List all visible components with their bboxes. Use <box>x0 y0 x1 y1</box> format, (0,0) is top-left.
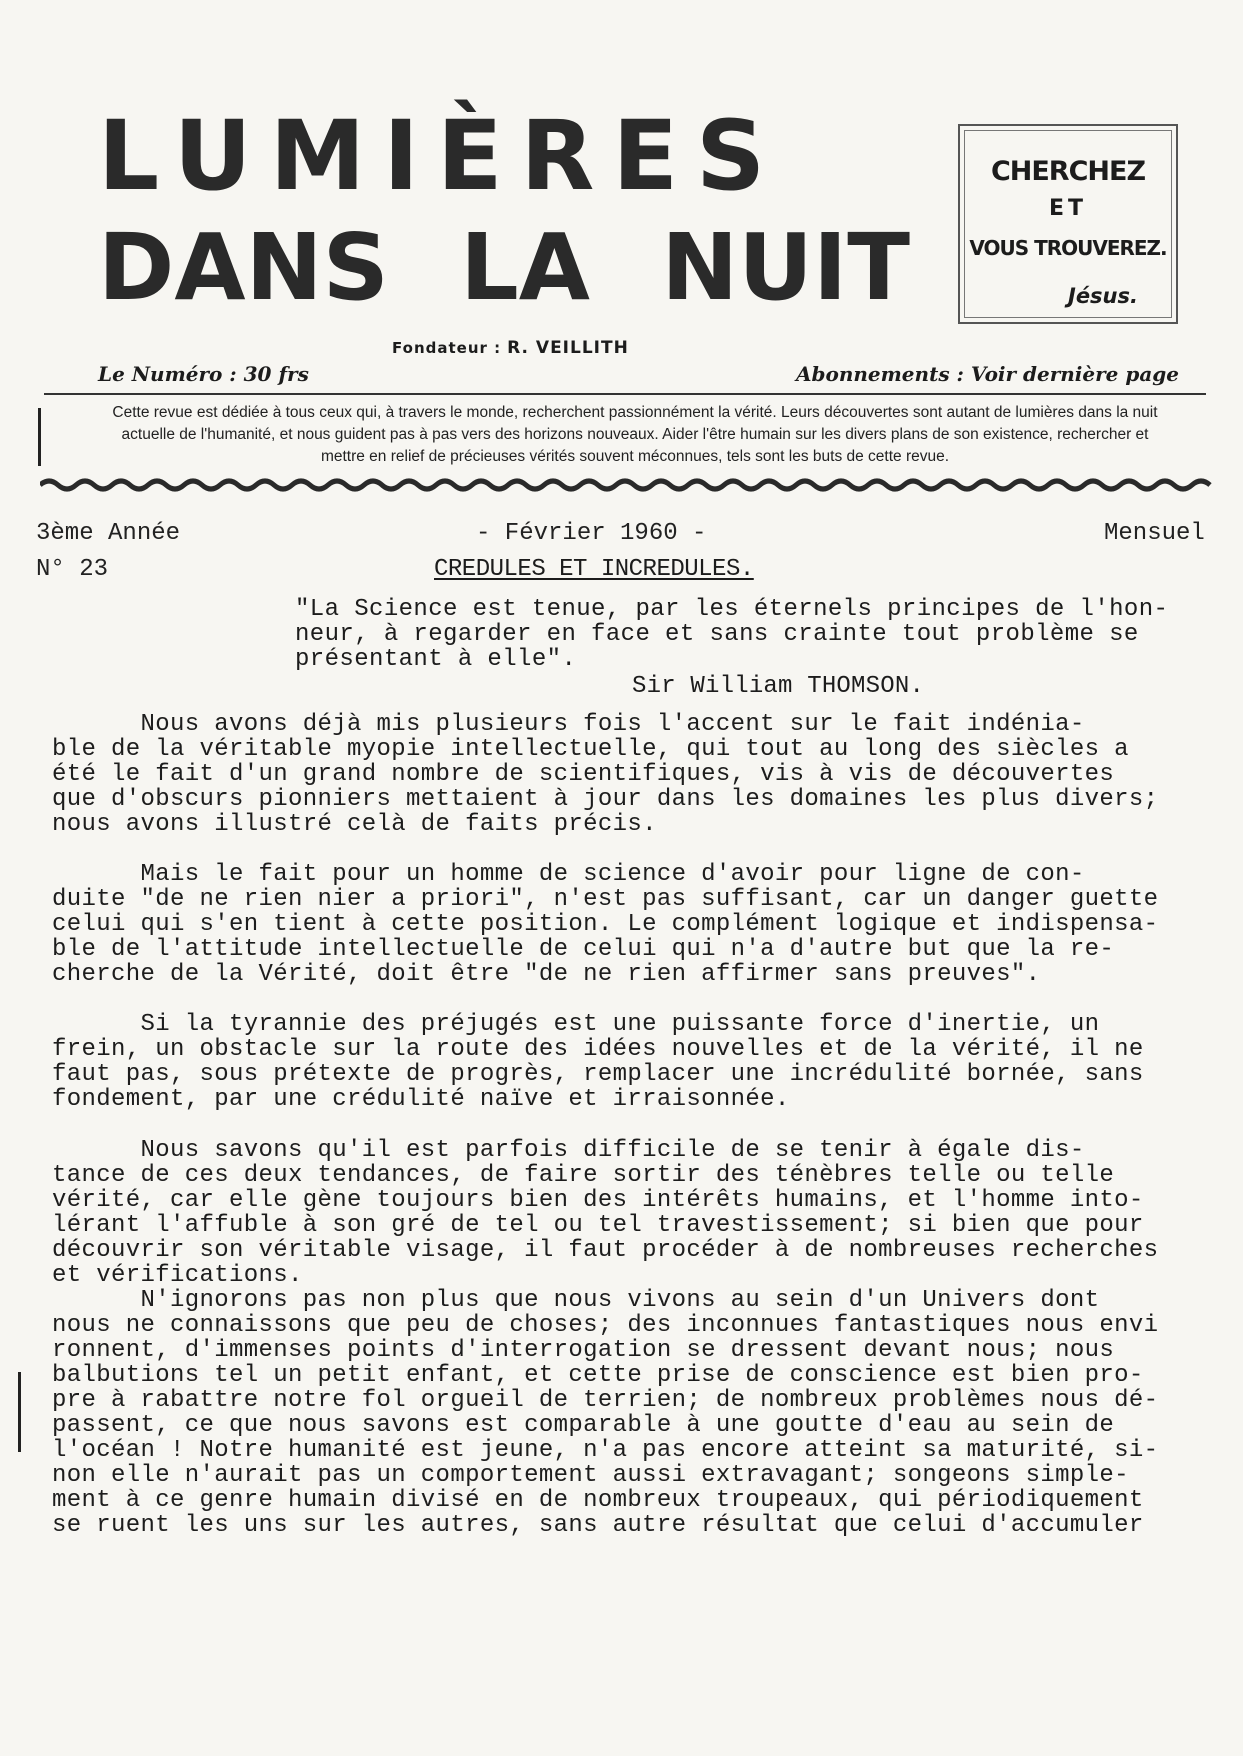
wavy-divider <box>40 476 1212 494</box>
masthead-title-line2: DANS LA NUIT <box>98 214 910 321</box>
motto-attribution: Jésus. <box>1068 284 1138 308</box>
issue-price: Le Numéro : 30 frs <box>98 362 309 386</box>
founder-label: Fondateur : <box>392 339 502 357</box>
paragraph-5: N'ignorons pas non plus que nous vivons au sein d'un Univers dont nous ne connaissons que peu de choses; des inconnues fantastiques nous envi ronnent, d'immenses points d'interrogation se dressent devant nous; nous balbutions tel un petit enfant, et cette prise de conscience est bien pro- pre à rabattre notre fol orgueil de terrien; de nombreux problèmes nous dé- passent, ce que nous savons est comparable à une goutte d'eau au sein de l'océan ! Notre humanité est jeune, n'a pas encore atteint sa maturité, si- non elle n'aurait pas un comportement aussi extravagant; songeons simple- ment à ce genre humain divisé en de nombreux troupeaux, qui périodiquement se ruent les uns sur les autres, sans autre résultat que celui d'accumuler <box>52 1287 1159 1539</box>
article-title: CREDULES ET INCREDULES. <box>434 556 754 583</box>
epigraph: "La Science est tenue, par les éternels principes de l'hon- neur, à regarder en face et sans crainte tout problème se présentant à elle". <box>295 596 1169 673</box>
subscriptions-note: Abonnements : Voir dernière page <box>796 362 1179 386</box>
masthead-title-line1: LUMIÈRES <box>98 100 784 212</box>
motto-box <box>958 124 1178 324</box>
margin-mark <box>38 408 41 466</box>
header-rule <box>44 393 1206 395</box>
paragraph-2: Mais le fait pour un homme de science d'avoir pour ligne de con- duite "de ne rien nier a priori", n'est pas suffisant, car un danger guette celui qui s'en tient à cette position. Le complément logique et indispensa- ble de l'attitude intellectuelle de celui qui n'a d'autre but que la re- cherche de la Vérité, doit être "de ne rien affirmer sans preuves". <box>52 861 1159 988</box>
issue-year: 3ème Année <box>36 520 181 547</box>
founder <box>392 338 629 358</box>
issue-number: N° 23 <box>36 556 109 583</box>
issue-date: - Février 1960 - <box>476 520 707 547</box>
motto-line2: ET <box>1048 196 1088 221</box>
margin-bar <box>18 1372 21 1452</box>
issue-frequency: Mensuel <box>1104 520 1205 547</box>
founder-name: R. VEILLITH <box>507 338 629 358</box>
paragraph-1: Nous avons déjà mis plusieurs fois l'accent sur le fait indénia- ble de la véritable myopie intellectuelle, qui tout au long des siècles a été le fait d'un grand nombre de scientifiques, vis à vis de découvertes que d'obscurs pionniers mettaient à jour dans les domaines les plus divers; nous avons illustré celà de faits précis. <box>52 711 1159 838</box>
paragraph-4: Nous savons qu'il est parfois difficile de se tenir à égale dis- tance de ces deux tendances, de faire sortir des ténèbres telle ou telle vérité, car elle gène toujours bien des intérêts humains, et l'homme into- lérant l'affuble à son gré de tel ou tel travestissement; si bien que pour découvrir son véritable visage, il faut procéder à de nombreuses recherches et vérifications. <box>52 1137 1159 1289</box>
motto-line3: VOUS TROUVEREZ. <box>969 236 1167 260</box>
motto-line1: CHERCHEZ <box>990 156 1146 187</box>
paragraph-3: Si la tyrannie des préjugés est une puissante force d'inertie, un frein, un obstacle sur la route des idées nouvelles et de la vérité, il ne faut pas, sous prétexte de progrès, remplacer une incrédulité bornée, sans fondement, par une crédulité naïve et irraisonnée. <box>52 1011 1144 1113</box>
mission-statement: Cette revue est dédiée à tous ceux qui, à travers le monde, recherchent passionnément la vérité. Leurs découvertes sont autant de lumières dans la nuit actuelle de l'humanité, et nous guident pas à pas vers des horizons nouveaux. Aider l'être humain sur les divers plans de son existence, rechercher et mettre en relief de précieuses vérités souvent méconnues, tels sont les buts de cette revue. <box>112 404 1158 465</box>
epigraph-author: Sir William THOMSON. <box>632 673 925 700</box>
